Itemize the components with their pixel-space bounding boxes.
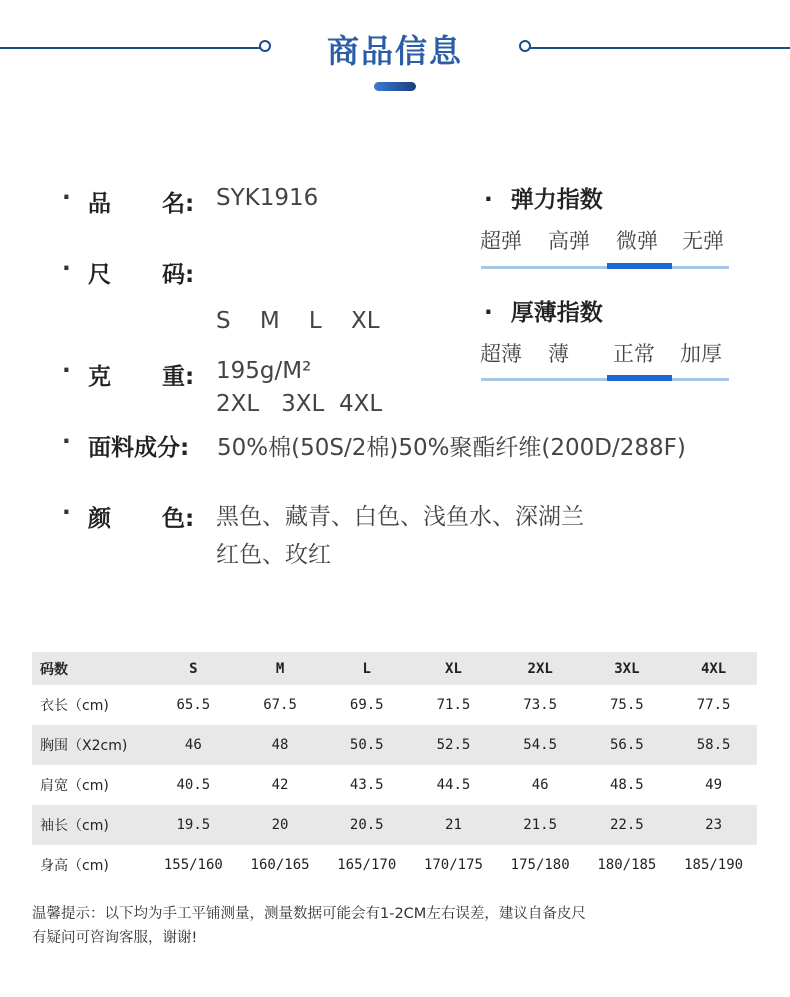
- table-cell: 185/190: [684, 857, 744, 873]
- note-line-2: 有疑问可咨询客服，谢谢!: [32, 930, 198, 946]
- table-row: [32, 685, 757, 725]
- table-cell: 69.5: [349, 697, 384, 713]
- thickness-option: 正常: [613, 342, 655, 366]
- size-value-line-2: 2XL 3XL 4XL: [216, 391, 383, 417]
- bullet: ·: [484, 187, 493, 213]
- elasticity-track: [481, 266, 729, 269]
- elasticity-option: 微弹: [616, 229, 658, 253]
- table-row: [32, 805, 757, 845]
- name-label-2: 名:: [162, 191, 195, 217]
- table-cell: 160/165: [250, 857, 310, 873]
- table-cell: 56.5: [584, 725, 671, 765]
- table-row: [32, 845, 757, 885]
- name-value: SYK1916: [216, 185, 319, 211]
- thickness-option: 加厚: [680, 342, 722, 366]
- name-label-1: 品: [88, 191, 111, 217]
- table-cell: 42: [271, 777, 289, 793]
- table-header-cell: M: [237, 652, 324, 685]
- table-cell: 19.5: [150, 805, 237, 845]
- size-label-1: 尺: [88, 262, 111, 288]
- table-cell: 75.5: [610, 697, 644, 713]
- weight-label-1: 克: [88, 364, 111, 390]
- table-cell: 胸围（X2cm): [32, 725, 150, 765]
- color-label-2: 色:: [162, 506, 195, 532]
- color-value: [216, 498, 584, 574]
- note-line-1: 温馨提示：以下均为手工平铺测量，测量数据可能会有1-2CM左右误差，建议自备皮尺: [32, 906, 586, 922]
- thickness-index-title: [484, 294, 603, 327]
- thickness-active-indicator: [607, 375, 672, 381]
- fabric-label: 面料成分:: [88, 435, 190, 461]
- color-value-line-1: 黑色、藏青、白色、浅鱼水、深湖兰: [216, 504, 584, 530]
- table-header-cell: XL: [410, 652, 497, 685]
- fabric-value: 50%棉(50S/2棉)50%聚酯纤维(200D/288F): [217, 435, 686, 461]
- table-cell: 58.5: [670, 725, 757, 765]
- elasticity-option: 高弹: [548, 229, 590, 253]
- weight-label-2: 重:: [162, 364, 195, 390]
- elasticity-index-title: [484, 181, 603, 214]
- table-cell: 肩宽（cm): [40, 778, 109, 794]
- color-value-line-2: 红色、玫红: [216, 542, 331, 568]
- elasticity-option: 无弹: [682, 229, 724, 253]
- bullet: ·: [62, 358, 71, 384]
- table-cell: 43.5: [349, 777, 384, 793]
- table-cell: 20: [237, 805, 324, 845]
- elasticity-active-indicator: [607, 263, 672, 269]
- table-cell: 23: [670, 805, 757, 845]
- table-header-row: [32, 652, 757, 685]
- bullet: ·: [62, 185, 71, 211]
- table-cell: 73.5: [523, 697, 558, 713]
- table-cell: 21: [410, 805, 497, 845]
- table-cell: 46: [150, 725, 237, 765]
- table-header-cell: 码数: [32, 652, 150, 685]
- size-table: [32, 652, 757, 885]
- elasticity-options: [480, 225, 730, 255]
- table-cell: 48.5: [610, 777, 644, 793]
- table-cell: 衣长（cm): [40, 698, 109, 714]
- table-cell: 65.5: [176, 697, 211, 713]
- table-cell: 40.5: [176, 777, 211, 793]
- bullet: ·: [62, 500, 71, 526]
- table-cell: 身高（cm): [40, 858, 109, 874]
- table-cell: 20.5: [323, 805, 410, 845]
- bullet: ·: [62, 429, 71, 455]
- table-cell: 54.5: [497, 725, 584, 765]
- header-line-right: [530, 47, 790, 49]
- table-cell: 155/160: [163, 857, 223, 873]
- table-header-cell: 4XL: [670, 652, 757, 685]
- page-title: 商品信息: [326, 32, 463, 70]
- color-label-1: 颜: [88, 506, 111, 532]
- thickness-option: 薄: [548, 342, 569, 366]
- table-cell: 49: [705, 777, 723, 793]
- table-cell: 21.5: [497, 805, 584, 845]
- bullet: ·: [62, 256, 71, 282]
- table-cell: 175/180: [510, 857, 570, 873]
- table-cell: 52.5: [410, 725, 497, 765]
- table-cell: 48: [237, 725, 324, 765]
- table-header-cell: L: [323, 652, 410, 685]
- thickness-option: 超薄: [480, 342, 522, 366]
- thickness-track: [481, 378, 729, 381]
- elasticity-option: 超弹: [480, 229, 522, 253]
- thickness-options: [480, 338, 730, 368]
- weight-value: 195g/M²: [216, 358, 312, 384]
- measurement-note: [32, 902, 586, 950]
- table-row: [32, 725, 757, 765]
- table-cell: 袖长（cm): [32, 805, 150, 845]
- bullet: ·: [484, 300, 493, 326]
- table-header-cell: 2XL: [497, 652, 584, 685]
- thickness-title-text: 厚薄指数: [510, 300, 603, 326]
- table-cell: 67.5: [263, 697, 297, 713]
- table-cell: 22.5: [584, 805, 671, 845]
- elasticity-title-text: 弹力指数: [510, 187, 603, 213]
- table-cell: 46: [531, 777, 549, 793]
- table-cell: 50.5: [323, 725, 410, 765]
- table-cell: 71.5: [436, 697, 471, 713]
- table-cell: 44.5: [436, 777, 471, 793]
- table-header-cell: 3XL: [584, 652, 671, 685]
- size-label-2: 码:: [162, 262, 195, 288]
- size-value-line-1: S M L XL: [216, 308, 380, 334]
- table-cell: 165/170: [337, 857, 397, 873]
- table-cell: 180/185: [597, 857, 657, 873]
- table-cell: 77.5: [696, 697, 731, 713]
- header-circle-right: [519, 40, 531, 52]
- table-header-cell: S: [150, 652, 237, 685]
- table-cell: 170/175: [423, 857, 483, 873]
- header-accent-bar: [374, 82, 416, 91]
- table-row: [32, 765, 757, 805]
